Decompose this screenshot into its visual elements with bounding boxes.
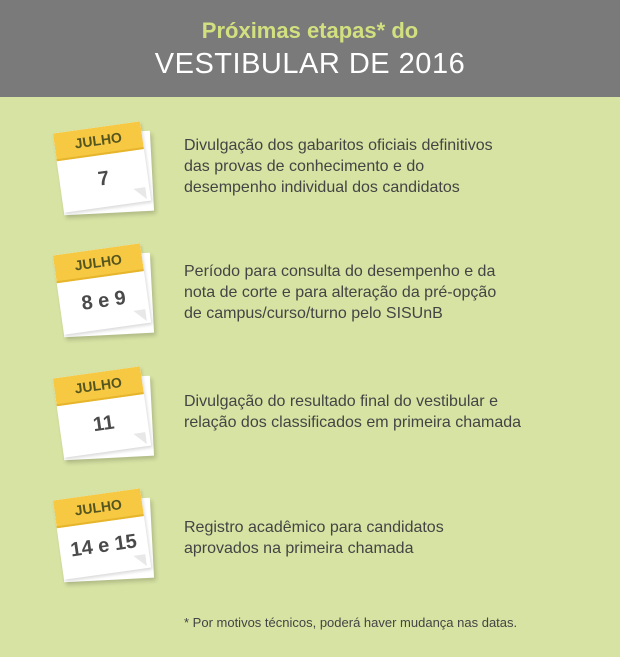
event-description (184, 261, 584, 324)
calendar-month: JULHO (53, 121, 144, 161)
calendar-day: 11 (91, 411, 116, 437)
calendar-front-page (53, 366, 151, 457)
calendar-day: 8 e 9 (80, 286, 128, 315)
calendar-front-page (53, 121, 151, 212)
description-line: das provas de conhecimento e do (184, 158, 425, 175)
header-banner (0, 0, 620, 97)
event-description (184, 135, 584, 198)
page-curl-icon (133, 432, 147, 446)
page-curl-icon (133, 309, 147, 323)
page-curl-icon (133, 187, 147, 201)
calendar-month: JULHO (53, 488, 144, 528)
header-title: VESTIBULAR DE 2016 (154, 48, 466, 80)
calendar-icon (58, 372, 154, 464)
calendar-day: 14 e 15 (69, 530, 139, 562)
calendar-front-page (53, 243, 151, 334)
calendar-icon (58, 127, 154, 219)
calendar-icon (58, 249, 154, 341)
description-line: Divulgação dos gabaritos oficiais definitivos (184, 137, 493, 154)
page-curl-icon (133, 554, 147, 568)
description-line: relação dos classificados em primeira chamada (184, 414, 522, 431)
description-line: Divulgação do resultado final do vestibular e (184, 393, 498, 410)
description-line: nota de corte e para alteração da pré-opção (184, 284, 497, 301)
description-line: Período para consulta do desempenho e da (184, 263, 496, 280)
calendar-front-page (53, 488, 151, 579)
event-description (184, 517, 584, 559)
header-subtitle: Próximas etapas* do (201, 18, 419, 43)
description-line: Registro acadêmico para candidatos (184, 519, 444, 536)
event-description (184, 391, 584, 433)
description-line: desempenho individual dos candidatos (184, 179, 460, 196)
calendar-day: 7 (96, 167, 111, 191)
calendar-month: JULHO (53, 366, 144, 406)
description-line: aprovados na primeira chamada (184, 540, 414, 557)
calendar-icon (58, 494, 154, 586)
description-line: de campus/curso/turno pelo SISUnB (184, 305, 443, 322)
calendar-month: JULHO (53, 243, 144, 283)
footnote: * Por motivos técnicos, poderá haver mudança nas datas. (184, 615, 518, 630)
